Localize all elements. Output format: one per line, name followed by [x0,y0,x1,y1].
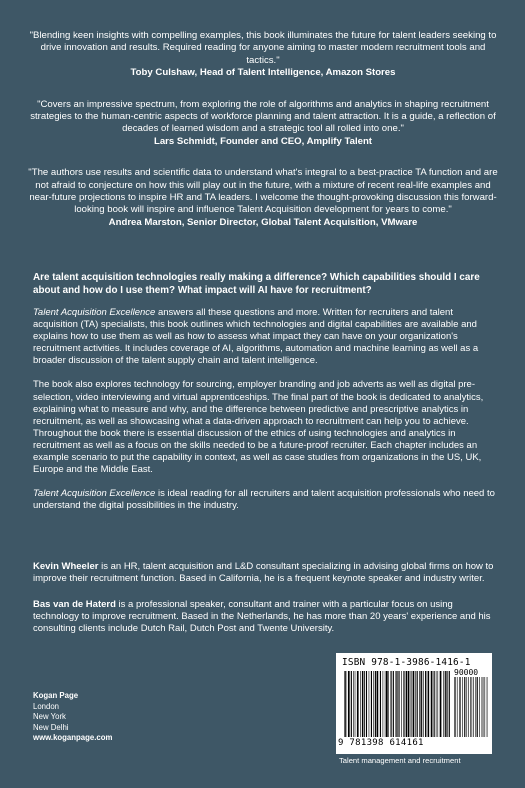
publisher-city: New Delhi [33,722,69,732]
barcode-bar [385,671,386,737]
barcode-bar [398,671,399,737]
publisher-city: London [33,701,60,711]
barcode-bar [445,671,446,737]
barcode-bar [397,671,398,737]
barcode-bar [443,671,444,737]
author-bio-text: is an HR, talent acquisition and L&D consultant specializing in advising global firms on how to improve their recruitment function. Based in California, he is a frequent keynote speaker and industry writer. [33,561,494,585]
paragraph-text: is ideal reading for all recruiters and talent acquisition professionals who need to understand the digital possibilities in the industry. [33,488,495,512]
author-name: Kevin Wheeler [33,561,99,572]
barcode-bar [434,671,435,737]
quote-attribution: Andrea Marston, Senior Director, Global Talent Acquisition, VMware [108,216,418,228]
barcode-bar [425,671,426,737]
publisher-website: www.koganpage.com [33,733,113,742]
barcode-bar [436,671,437,737]
publisher-block [33,691,193,744]
quote-attribution: Toby Culshaw, Head of Talent Intelligence, Amazon Stores [130,67,396,79]
barcode-bar [411,671,412,737]
quote-text: "The authors use results and scientific data to understand what's integral to a best-practice TA function and are not afraid to conjecture on how this will play out in the future, with a mixture of recent real-life examples and near-future projections to inspire HR and TA leaders. I welcome the thought-provoking discussion this forward-looking book will inspire and influence Talent Acquisition development for years to come." [28,167,498,216]
barcode-bar [423,671,424,737]
author-bio [33,561,495,585]
barcode-bar [464,677,465,737]
barcode-bar [373,671,374,737]
description-paragraph: The book also explores technology for sourcing, employer branding and job adverts as well as digital pre-selection, video interviewing and virtual apprenticeships. The final part of the book is dedicated to analytics, explaining what to measure and why, and the difference between predictive and prescriptive analytics in recruitment, as well as showcasing what a data-driven approach to recruitment can help you to achieve. Throughout the book there is essential discussion of the ethics of using technologies and analytics in recruitment as well as a focus on the skills needed to be a future-proof recruiter. Each chapter includes an example scenario to put the capability in context, as well as case studies from organizations in the US, UK, Europe and the Middle East. [33,379,484,476]
barcode-bar [413,671,415,737]
barcode-bar [457,677,458,737]
barcode-bar [375,671,376,737]
endorsement-quote [28,167,498,229]
author-bios [33,561,495,649]
barcode-bar [410,671,411,737]
barcode-bar [388,671,389,737]
author-name: Bas van de Haterd [33,599,116,611]
barcode-bar [438,671,439,737]
barcode-bar [485,677,486,737]
ean-digits: 9 781398 614161 [338,738,424,748]
lead-question: Are talent acquisition technologies really making a difference? Which capabilities should I care about and how do I use them? What impact will AI have for recruitment? [33,272,480,296]
author-bio [33,599,495,635]
description-paragraph [33,307,495,367]
barcode-bar [360,671,361,737]
barcode-bar [393,671,394,737]
barcode-bar [362,671,363,737]
barcode-bar [348,671,350,737]
isbn-text: ISBN 978-1-3986-1416-1 [342,657,471,668]
barcode-bar [401,671,402,737]
barcode-bar [479,677,480,737]
quote-text: "Covers an impressive spectrum, from exploring the role of algorithms and analytics in shaping recruitment strategies to the human-centric aspects of workforce planning and talent attraction. It is a guide, a reflection of decades of learned wisdom and a strategic tool all rolled into one." [30,98,496,135]
addon-barcode-bars [454,677,488,737]
barcode-bar [396,671,397,737]
barcode-bar [386,671,388,737]
barcode-bar [357,671,359,737]
book-title: Talent Acquisition Excellence [33,307,156,318]
paragraph-text: answers all these questions and more. Written for recruiters and talent acquisition (TA) specialists, this book outlines which technologies and digital capabilities are available and explains how to use them as well as how to assess what impact they can have on your organization's recruitment activities. It includes coverage of AI, algorithms, automation and machine learning as well as a broader discussion of the talent supply chain and talent intelligence. [33,307,479,367]
barcode-bar [371,671,372,737]
endorsement-quote [28,99,498,149]
barcode-bar [446,671,447,737]
barcode-bar [421,671,422,737]
barcode-bar [472,677,473,737]
endorsements [28,30,498,248]
book-title: Talent Acquisition Excellence [33,488,156,500]
barcode-bar [483,677,484,737]
barcode-bar [427,671,428,737]
barcode-bar [353,671,354,737]
barcode-bar [475,677,476,737]
isbn-barcode [336,653,492,753]
barcode-bar [344,671,345,737]
barcode-bar [473,677,474,737]
book-description [33,307,495,524]
barcode-bar [440,671,442,737]
barcode-bar [417,671,418,737]
barcode-bar [364,671,365,737]
barcode-bar [462,677,463,737]
barcode-bar [454,677,455,737]
barcode-bar [487,677,488,737]
barcode-bar [366,671,367,737]
barcode-bar [470,677,471,737]
barcode-bar [419,671,420,737]
endorsement-quote [28,30,498,80]
description-paragraph [33,488,495,512]
barcode-bar [482,677,483,737]
barcode-bar [355,671,356,737]
price-addon-digits: 90000 [454,668,479,677]
barcode-bar [477,677,478,737]
quote-text: "Blending keen insights with compelling examples, this book illuminates the future for talent leaders seeking to drive innovation and results. Required reading for anyone aiming to master modern recruitment tools and tactics." [29,30,497,66]
barcode-bar [466,677,467,737]
barcode-bar [460,677,461,737]
barcode-bar [406,671,408,737]
barcode-bars [344,671,450,737]
barcode-bar [391,671,392,737]
category-label: Talent management and recruitment [336,753,492,767]
author-bio-text: is a professional speaker, consultant and trainer with a particular focus on using technology to improve recruitment. Based in the Netherlands, he has more than 20 years' experience and his consulting clients include Dutch Rail, Dutch Post and Twente University. [33,599,491,635]
publisher-name: Kogan Page [33,691,79,700]
barcode-bar [459,677,460,737]
barcode-bar [345,671,346,737]
publisher-city: New York [33,712,66,721]
barcode-bar [380,671,381,737]
barcode-bar [449,671,450,737]
barcode-bar [431,671,433,737]
barcode-bar [415,671,416,737]
quote-attribution: Lars Schmidt, Founder and CEO, Amplify Talent [153,135,372,147]
barcode-bar [383,671,384,737]
barcode-bar [408,671,409,737]
barcode-bar [351,671,352,737]
barcode-bar [377,671,379,737]
barcode-bar [403,671,404,737]
barcode-bar [369,671,370,737]
barcode-bar [455,677,456,737]
barcode-bar [468,677,469,737]
barcode-bar [428,671,429,737]
